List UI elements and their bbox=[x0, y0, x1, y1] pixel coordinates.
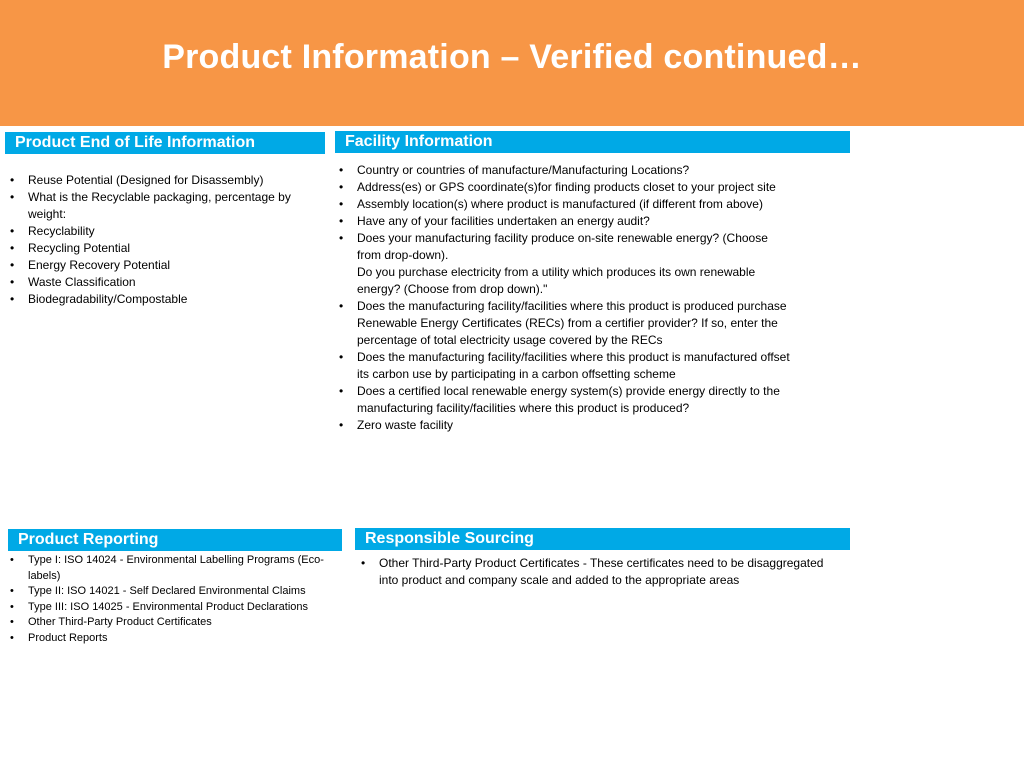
list-item-text: Waste Classification bbox=[28, 275, 136, 289]
list-item bbox=[8, 631, 330, 647]
list-item-text: Other Third-Party Product Certificates bbox=[28, 616, 212, 628]
list-item bbox=[337, 196, 792, 213]
list-item-text: Does the manufacturing facility/facilities where this product is produced purchase Renewable Energy Certificates (RECs) from a certifier provider? If so, enter the percentage of total electricity usage covered by the RECs bbox=[357, 299, 787, 347]
bullet-icon: • bbox=[10, 275, 15, 289]
bullet-icon: • bbox=[10, 292, 15, 306]
list-item-text: Type III: ISO 14025 - Environmental Product Declarations bbox=[28, 600, 309, 613]
list-item bbox=[8, 553, 330, 584]
list-item bbox=[8, 274, 318, 291]
list-item bbox=[8, 291, 318, 308]
list-item bbox=[8, 257, 318, 274]
bullet-icon: • bbox=[10, 190, 15, 204]
bullet-icon: • bbox=[10, 554, 14, 566]
section-heading-facility: Facility Information bbox=[335, 131, 850, 153]
list-item-text: Zero waste facility bbox=[357, 418, 454, 432]
header-banner bbox=[0, 0, 1024, 126]
bullet-icon: • bbox=[339, 231, 344, 245]
list-item bbox=[8, 240, 318, 257]
list-item bbox=[337, 349, 792, 383]
bullet-icon: • bbox=[339, 163, 344, 177]
list-item bbox=[8, 600, 330, 616]
page-title: Product Information – Verified continued… bbox=[162, 38, 862, 76]
list-item-text: Have any of your facilities undertaken an energy audit? bbox=[357, 214, 650, 228]
bullet-icon: • bbox=[339, 384, 344, 398]
list-item-text: Does your manufacturing facility produce on-site renewable energy? (Choose from drop-down). Do you purchase electricity from a utility which produces its own renewable energy? (Choose from drop down)." bbox=[357, 231, 768, 296]
section-heading-sourcing: Responsible Sourcing bbox=[355, 528, 850, 550]
section-heading-end-of-life: Product End of Life Information bbox=[5, 132, 325, 154]
section-heading-reporting: Product Reporting bbox=[8, 529, 342, 551]
list-item bbox=[8, 189, 318, 223]
list-item-text: Address(es) or GPS coordinate(s)for finding products closet to your project site bbox=[357, 180, 776, 194]
list-end-of-life bbox=[8, 172, 318, 308]
list-item-text: Does the manufacturing facility/facilities where this product is manufactured offset its carbon use by participating in a carbon offsetting scheme bbox=[357, 350, 790, 381]
list-item-text: What is the Recyclable packaging, percentage by weight: bbox=[28, 190, 291, 221]
bullet-icon: • bbox=[339, 299, 344, 313]
bullet-icon: • bbox=[339, 418, 344, 432]
list-item bbox=[337, 179, 792, 196]
list-item-text: Type I: ISO 14024 - Environmental Labelling Programs (Eco-labels) bbox=[28, 554, 324, 582]
list-item bbox=[8, 172, 318, 189]
list-item bbox=[337, 213, 792, 230]
list-item bbox=[8, 615, 330, 631]
bullet-icon: • bbox=[10, 258, 15, 272]
bullet-icon: • bbox=[10, 241, 15, 255]
bullet-icon: • bbox=[10, 616, 14, 628]
bullet-icon: • bbox=[339, 350, 344, 364]
list-item bbox=[359, 555, 829, 589]
bullet-icon: • bbox=[361, 556, 366, 570]
list-item bbox=[337, 162, 792, 179]
list-item bbox=[337, 417, 792, 434]
bullet-icon: • bbox=[10, 631, 14, 644]
bullet-icon: • bbox=[10, 173, 15, 187]
list-item bbox=[337, 383, 792, 417]
bullet-icon: • bbox=[339, 197, 344, 211]
list-item-text: Assembly location(s) where product is manufactured (if different from above) bbox=[357, 197, 763, 211]
list-item bbox=[8, 223, 318, 240]
bullet-icon: • bbox=[10, 585, 14, 597]
list-reporting bbox=[8, 553, 330, 646]
list-item bbox=[337, 298, 792, 349]
list-item-text: Biodegradability/Compostable bbox=[28, 292, 188, 306]
list-item-text: Reuse Potential (Designed for Disassembly) bbox=[28, 173, 264, 187]
bullet-icon: • bbox=[339, 214, 344, 228]
list-sourcing bbox=[359, 555, 829, 589]
bullet-icon: • bbox=[10, 224, 15, 238]
list-item-text: Other Third-Party Product Certificates - These certificates need to be disaggregated into product and company scale and added to the appropriate areas bbox=[379, 556, 824, 587]
list-item-text: Does a certified local renewable energy system(s) provide energy directly to the manufacturing facility/facilities where this product is produced? bbox=[357, 384, 780, 415]
list-item-text: Product Reports bbox=[28, 631, 108, 644]
list-item-text: Recyclability bbox=[28, 224, 95, 238]
list-item bbox=[8, 584, 330, 600]
list-item-text: Country or countries of manufacture/Manufacturing Locations? bbox=[357, 163, 690, 177]
list-item-text: Energy Recovery Potential bbox=[28, 258, 171, 272]
list-item-text: Recycling Potential bbox=[28, 241, 131, 255]
list-item-text: Type II: ISO 14021 - Self Declared Environmental Claims bbox=[28, 585, 306, 597]
list-facility bbox=[337, 162, 792, 434]
bullet-icon: • bbox=[10, 600, 14, 613]
list-item bbox=[337, 230, 792, 298]
bullet-icon: • bbox=[339, 180, 344, 194]
